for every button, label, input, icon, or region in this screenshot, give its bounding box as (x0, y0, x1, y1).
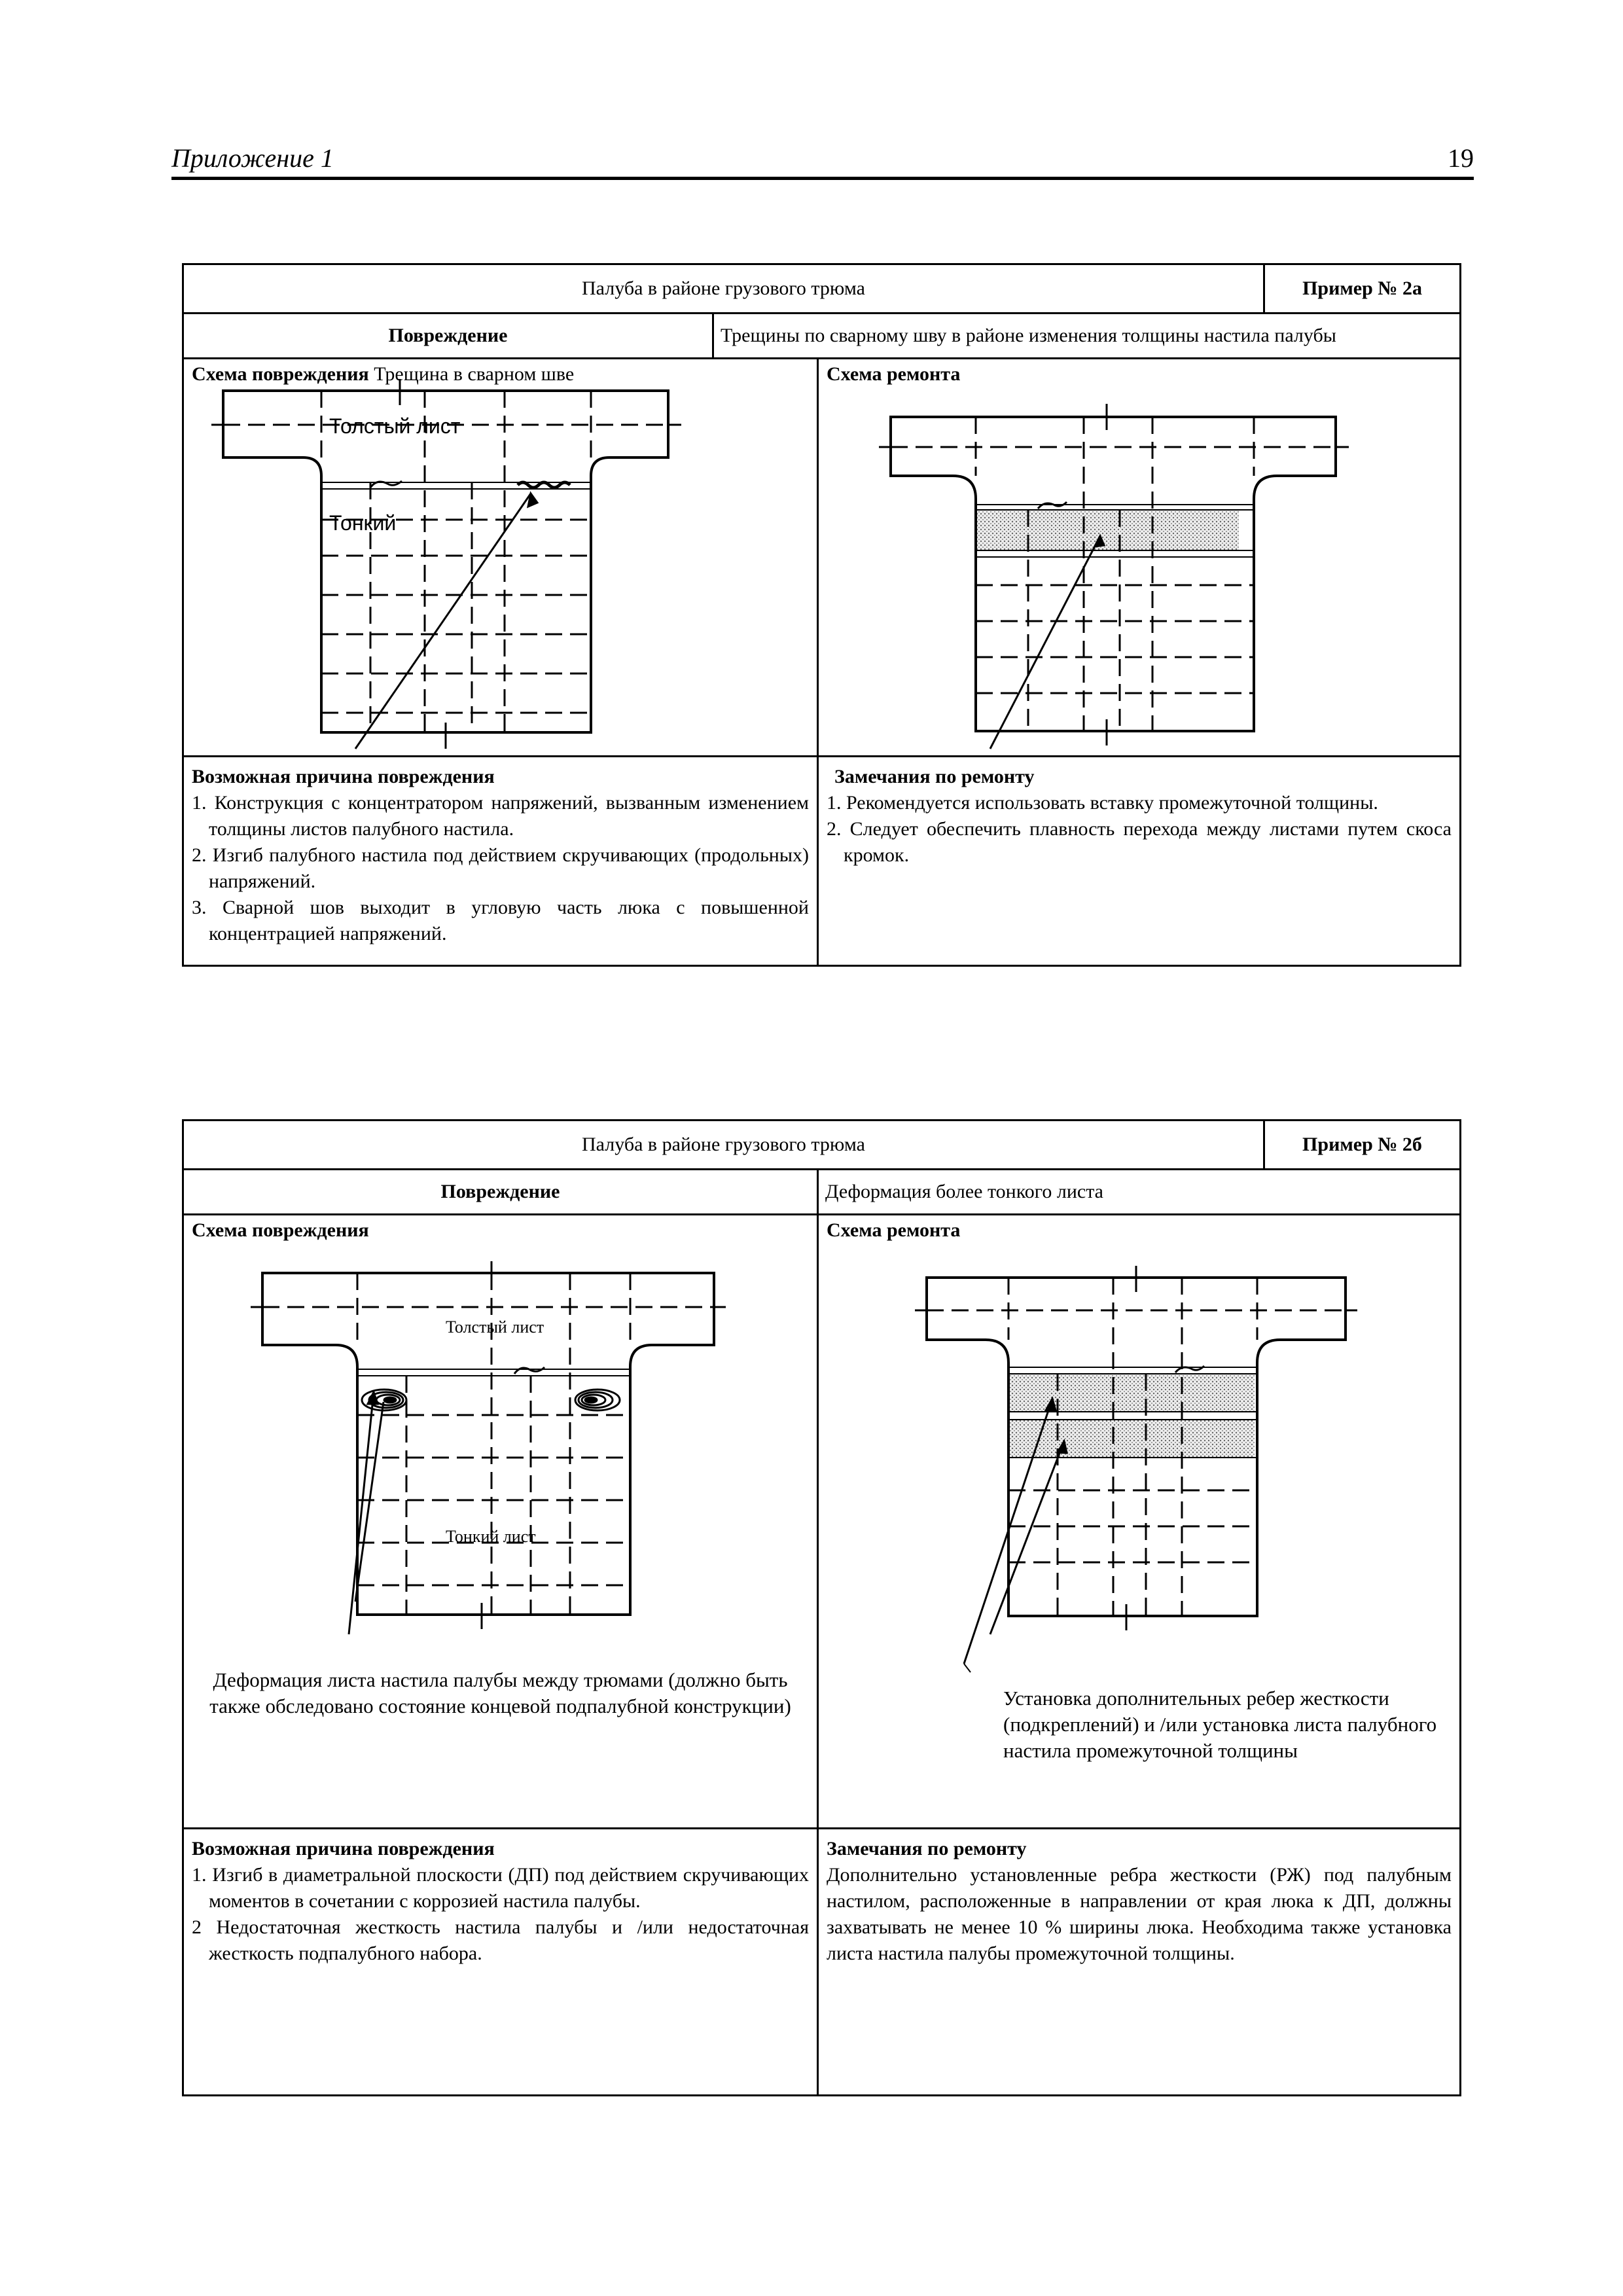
cause-heading: Возможная причина повреждения (192, 766, 495, 787)
damage-label: Повреждение (183, 1170, 818, 1215)
cause-cell (183, 757, 818, 966)
case-title: Палуба в районе грузового трюма (183, 1121, 1264, 1170)
damage-diagram-2b (184, 1215, 819, 1829)
cause-item: 2. Изгиб палубного настила под действием скручивающих (продольных) напряжений. (192, 844, 809, 892)
remarks-cell (818, 1829, 1461, 2096)
cause-item: 1. Конструкция с концентратором напряжений, вызванным изменением толщины листов палубного настила. (192, 792, 809, 840)
case-title: Палуба в районе грузового трюма (183, 264, 1264, 314)
damage-description: Деформация более тонкого листа (818, 1170, 1461, 1215)
repair-caption: Установка дополнительных ребер жесткости (подкреплений) и /или установка листа палубного настила промежуточной толщины (1003, 1687, 1437, 1762)
thin-plate-label: Тонкий (329, 511, 397, 535)
repair-scheme-cell (818, 1215, 1461, 1829)
damage-diagram-2a (184, 359, 819, 757)
damage-scheme-cell (183, 1215, 818, 1829)
cause-cell (183, 1829, 818, 2096)
thick-plate-label: Толстый лист (446, 1318, 544, 1336)
remark-item: 1. Рекомендуется использовать вставку промежуточной толщины. (827, 792, 1378, 814)
example-number: Пример № 2б (1264, 1121, 1461, 1170)
remark-item: 2. Следует обеспечить плавность перехода между листами путем скоса кромок. (827, 818, 1452, 866)
repair-diagram-2a (819, 359, 1461, 757)
case-table-2a (182, 263, 1461, 967)
remarks-heading: Замечания по ремонту (834, 766, 1035, 787)
remarks-text: Дополнительно установленные ребра жесткости (РЖ) под палубным настилом, расположенные в направлении от края люка к ДП, должны захватывать не менее 10 % ширины люка. Необходима также установка листа настила палубы промежуточной толщины. (827, 1864, 1452, 1964)
damage-scheme-heading: Схема повреждения (192, 1219, 369, 1241)
page-header (171, 143, 1474, 180)
remarks-heading: Замечания по ремонту (827, 1838, 1027, 1859)
cause-heading: Возможная причина повреждения (192, 1838, 495, 1859)
damage-label: Повреждение (183, 314, 713, 359)
cause-item: 2 Недостаточная жесткость настила палубы и /или недостаточная жесткость подпалубного набора. (192, 1916, 809, 1964)
thick-plate-label: Толстый лист (329, 414, 461, 438)
crack-note: Трещина в сварном шве (374, 363, 575, 385)
repair-scheme-cell (818, 359, 1461, 757)
damage-scheme-heading: Схема повреждения (192, 363, 369, 385)
damage-scheme-cell (183, 359, 818, 757)
case-table-2b (182, 1119, 1461, 2096)
damage-caption: Деформация листа настила палубы между трюмами (должно быть также обследовано состояние концевой подпалубной конструкции) (209, 1668, 791, 1717)
thin-plate-label: Тонкий лист (446, 1527, 536, 1546)
example-number: Пример № 2а (1264, 264, 1461, 314)
damage-description: Трещины по сварному шву в районе изменения толщины настила палубы (713, 314, 1461, 359)
page-number: 19 (1448, 143, 1474, 173)
repair-scheme-heading: Схема ремонта (827, 363, 961, 385)
remarks-cell (818, 757, 1461, 966)
repair-scheme-heading: Схема ремонта (827, 1219, 961, 1241)
cause-item: 1. Изгиб в диаметральной плоскости (ДП) под действием скручивающих моментов в сочетании с коррозией настила палубы. (192, 1864, 809, 1912)
section-title: Приложение 1 (171, 143, 334, 173)
cause-item: 3. Сварной шов выходит в угловую часть люка с повышенной концентрацией напряжений. (192, 897, 809, 944)
